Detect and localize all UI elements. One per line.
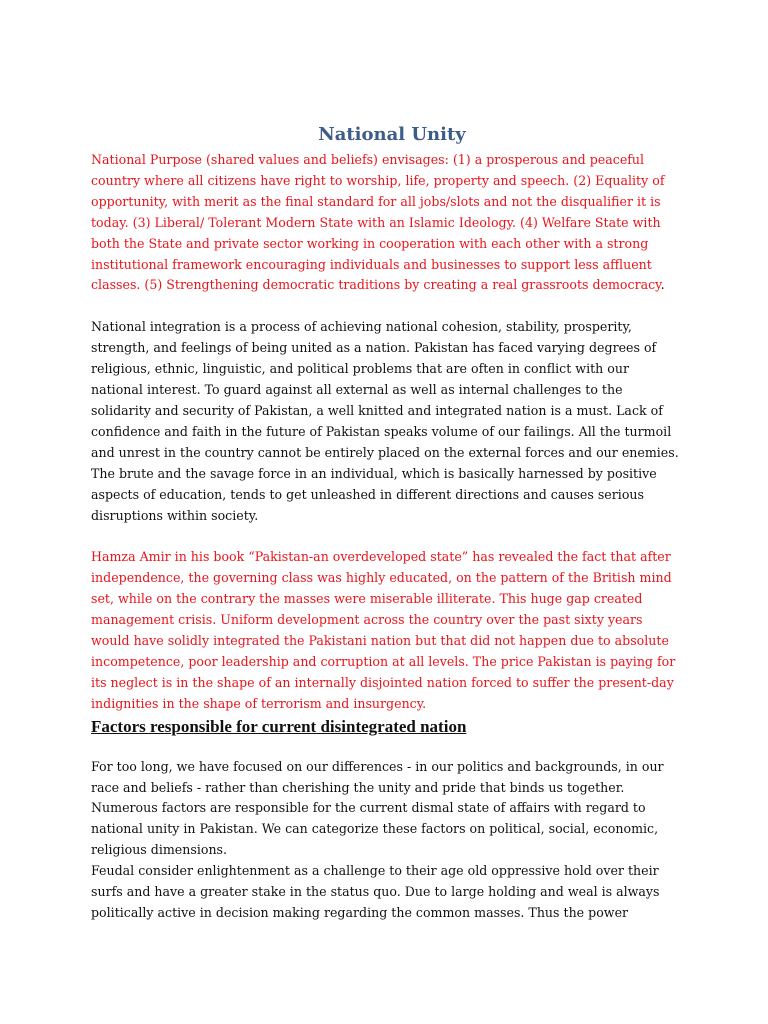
national-integration-paragraph: National integration is a process of achieving national cohesion, stability, prosperity, strength, and feelings of being united as a nation. Pakistan has faced varying degrees of religious, ethnic, linguistic, and political problems that are often in conflict with our national interest. To guard against all external as well as internal challenges to the solidarity and security of Pakistan, a well knitted and integrated nation is a must. Lack of confidence and faith in the future of Pakistan speaks volume of our failings. All the turmoil and unrest in the country cannot be entirely placed on the external forces and our enemies. The brute and the savage force in an individual, which is basically harnessed by positive aspects of education, tends to get unleashed in different directions and causes serious disruptions within society. — [91, 319, 679, 523]
section-heading: Factors responsible for current disintegrated nation — [91, 716, 467, 736]
document-body — [91, 122, 683, 924]
national-purpose-end: . — [660, 277, 665, 293]
paragraph-spacer — [91, 526, 683, 547]
paragraph-spacer — [91, 739, 683, 757]
national-purpose-paragraph — [91, 150, 683, 296]
national-purpose-text: National Purpose (shared values and beliefs) envisages: (1) a prosperous and peaceful country where all citizens have right to worship, life, property and speech. (2) Equality of opportunity, with merit as the final standard for all jobs/slots and not the disqualifier it is today. (3) Liberal/ Tolerant Modern State with an Islamic Ideology. (4) Welfare State with both the State and private sector working in cooperation with each other with a strong institutional framework encouraging individuals and businesses to support less affluent classes. (5) Strengthening democratic traditions by creating a real grassroots democracy — [91, 152, 665, 293]
page-title: National Unity — [318, 124, 466, 145]
feudal-paragraph: Feudal consider enlightenment as a challenge to their age old oppressive hold over their surfs and have a greater stake in the status quo. Due to large holding and weal is always politically active in decision making regarding the common masses. Thus the power — [91, 863, 660, 920]
paragraph-spacer — [91, 296, 683, 317]
differences-paragraph: For too long, we have focused on our differences - in our politics and backgrounds, in our race and beliefs - rather than cherishing the unity and pride that binds us together. Numerous factors are responsible for the current dismal state of affairs with regard to national unity in Pakistan. We can categorize these factors on political, social, economic, religious dimensions. — [91, 758, 664, 858]
hamza-amir-paragraph: Hamza Amir in his book “Pakistan-an overdeveloped state” has revealed the fact that after independence, the governing class was highly educated, on the pattern of the British mind set, while on the contrary the masses were miserable illiterate. This huge gap created management crisis. Uniform development across the country over the past sixty years would have solidly integrated the Pakistani nation but that did not happen due to absolute incompetence, poor leadership and corruption at all levels. The price Pakistan is paying for its neglect is in the shape of an internally disjointed nation forced to suffer the present-day indignities in the shape of terrorism and insurgency. — [91, 549, 676, 711]
